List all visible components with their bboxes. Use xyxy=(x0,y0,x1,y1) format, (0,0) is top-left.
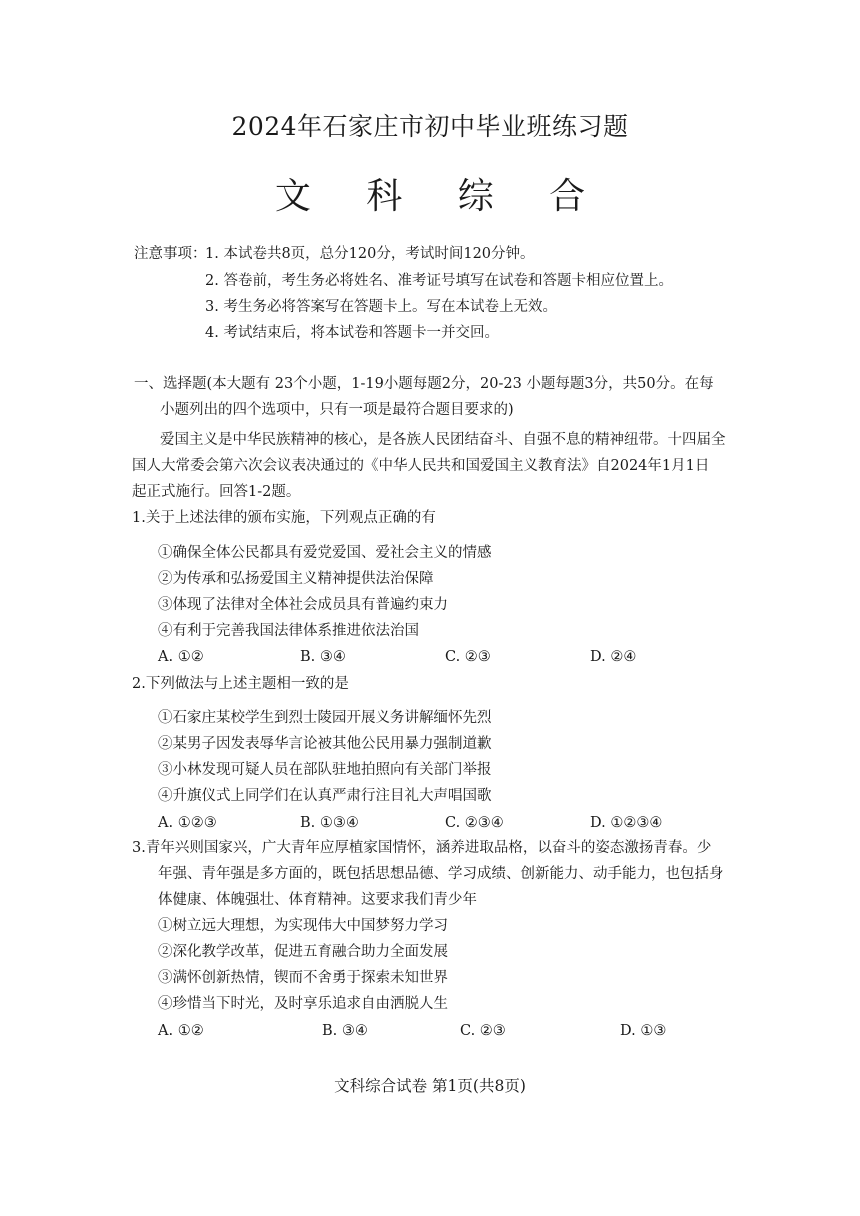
answer-option-d: D. ①③ xyxy=(620,1023,667,1039)
section-heading-cont: 小题列出的四个选项中，只有一项是最符合题目要求的) xyxy=(160,402,514,418)
passage-line: 起正式施行。回答1-2题。 xyxy=(132,484,301,500)
answer-option-b: B. ③④ xyxy=(322,1023,368,1039)
subject-title: 文 科 综 合 xyxy=(274,176,608,217)
statement-item: ④有利于完善我国法律体系推进依法治国 xyxy=(158,623,419,639)
statement-item: ④升旗仪式上同学们在认真严肃行注目礼大声唱国歌 xyxy=(158,788,492,804)
passage-line: 爱国主义是中华民族精神的核心，是各族人民团结奋斗、自强不息的精神纽带。十四届全 xyxy=(160,432,726,448)
note-item: 4. 考试结束后，将本试卷和答题卡一并交回。 xyxy=(205,325,499,341)
answer-option-c: C. ②③ xyxy=(445,649,491,665)
statement-item: ③体现了法律对全体社会成员具有普遍约束力 xyxy=(158,597,448,613)
statement-item: ②某男子因发表辱华言论被其他公民用暴力强制道歉 xyxy=(158,736,492,752)
notes-label: 注意事项： xyxy=(134,246,207,262)
question-stem-cont: 体健康、体魄强壮、体育精神。这要求我们青少年 xyxy=(158,892,477,908)
page-footer: 文科综合试卷 第1页(共8页) xyxy=(334,1077,526,1095)
section-heading: 一、选择题(本大题有 23个小题，1-19小题每题2分，20-23 小题每题3分，共50分。在每 xyxy=(134,376,714,392)
question-stem: 2.下列做法与上述主题相一致的是 xyxy=(132,676,349,692)
statement-item: ③小林发现可疑人员在部队驻地拍照向有关部门举报 xyxy=(158,762,492,778)
statement-item: ②深化教学改革，促进五育融合助力全面发展 xyxy=(158,944,448,960)
statement-item: ③满怀创新热情，锲而不舍勇于探索未知世界 xyxy=(158,970,448,986)
note-item: 3. 考生务必将答案写在答题卡上。写在本试卷上无效。 xyxy=(205,299,557,315)
question-stem: 3.青年兴则国家兴，广大青年应厚植家国情怀，涵养进取品格，以奋斗的姿态激扬青春。少 xyxy=(132,840,712,856)
answer-option-d: D. ①②③④ xyxy=(590,815,663,831)
answer-option-a: A. ①②③ xyxy=(158,815,217,831)
answer-option-a: A. ①② xyxy=(158,649,204,665)
answer-option-d: D. ②④ xyxy=(590,649,637,665)
statement-item: ①确保全体公民都具有爱党爱国、爱社会主义的情感 xyxy=(158,545,492,561)
statement-item: ①石家庄某校学生到烈士陵园开展义务讲解缅怀先烈 xyxy=(158,710,492,726)
answer-option-b: B. ③④ xyxy=(300,649,346,665)
note-item: 2. 答卷前，考生务必将姓名、准考证号填写在试卷和答题卡相应位置上。 xyxy=(205,273,673,289)
passage-line: 国人大常委会第六次会议表决通过的《中华人民共和国爱国主义教育法》自2024年1月1日 xyxy=(132,458,710,474)
answer-option-c: C. ②③ xyxy=(460,1023,506,1039)
statement-item: ①树立远大理想，为实现伟大中国梦努力学习 xyxy=(158,918,448,934)
exam-title: 2024年石家庄市初中毕业班练习题 xyxy=(231,112,629,141)
statement-item: ④珍惜当下时光，及时享乐追求自由洒脱人生 xyxy=(158,996,448,1012)
statement-item: ②为传承和弘扬爱国主义精神提供法治保障 xyxy=(158,571,434,587)
answer-option-c: C. ②③④ xyxy=(445,815,504,831)
question-stem: 1.关于上述法律的颁布实施，下列观点正确的有 xyxy=(132,510,436,526)
answer-option-b: B. ①③④ xyxy=(300,815,359,831)
question-stem-cont: 年强、青年强是多方面的，既包括思想品德、学习成绩、创新能力、动手能力，也包括身 xyxy=(158,866,724,882)
answer-option-a: A. ①② xyxy=(158,1023,204,1039)
note-item: 1. 本试卷共8页，总分120分，考试时间120分钟。 xyxy=(205,246,535,262)
